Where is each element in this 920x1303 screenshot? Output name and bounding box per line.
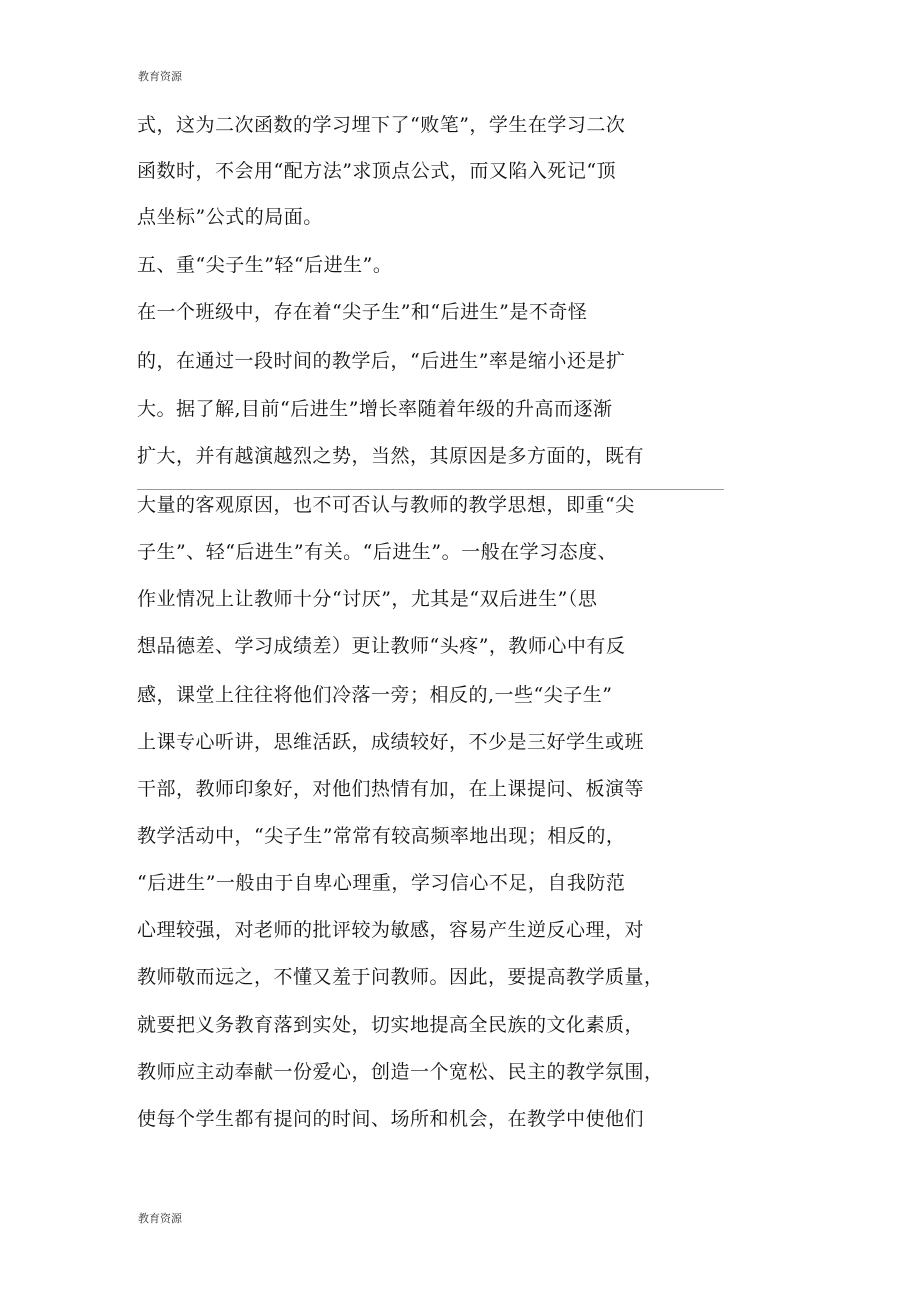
text-line: 就要把义务教育落到实处，切实地提高全民族的文化素质，	[137, 1014, 645, 1036]
text-line: 在一个班级中，存在着“尖子生”和“后进生”是不奇怪	[137, 301, 588, 323]
text-line: 教师应主动奉献一份爱心，创造一个宽松、民主的教学氛围，	[137, 1061, 664, 1083]
text-line: 大。据了解,目前“后进生”增长率随着年级的升高而逐渐	[137, 398, 613, 420]
text-line: 的，在通过一段时间的教学后，“后进生”率是缩小还是扩	[137, 350, 626, 372]
section-heading: 五、重“尖子生”轻“后进生”。	[137, 254, 393, 276]
text-line: 干部，教师印象好，对他们热情有加，在上课提问、板演等	[137, 778, 645, 800]
page-footer: 教育资源	[138, 1212, 182, 1225]
text-line: 大量的客观原因，也不可否认与教师的教学思想，即重“尖	[137, 494, 635, 516]
horizontal-rule	[137, 489, 724, 490]
text-line: 函数时，不会用“配方法”求顶点公式，而又陷入死记“顶	[137, 160, 617, 182]
text-line: 教师敬而远之，不懂又羞于问教师。因此，要提高教学质量，	[137, 966, 664, 988]
text-line: 子生”、轻“后进生”有关。“后进生”。一般在学习态度、	[137, 541, 618, 563]
text-line: 上课专心听讲，思维活跃，成绩较好，不少是三好学生或班	[137, 731, 645, 753]
text-line: 感，课堂上往往将他们冷落一旁；相反的,一些“尖子生”	[137, 684, 613, 706]
text-line: 教学活动中，“尖子生”常常有较高频率地出现；相反的，	[137, 825, 626, 847]
text-line: 想品德差、学习成绩差）更让教师“头疼”，教师心中有反	[137, 635, 626, 657]
text-line: 作业情况上让教师十分“讨厌”，尤其是“双后进生”（思	[137, 588, 598, 610]
text-line: 式，这为二次函数的学习埋下了“败笔”，学生在学习二次	[137, 114, 626, 136]
text-line: 使每个学生都有提问的时间、场所和机会，在教学中使他们	[137, 1108, 645, 1130]
text-line: “后进生”一般由于自卑心理重，学习信心不足，自我防范	[137, 872, 626, 894]
page-header: 教育资源	[138, 70, 182, 83]
text-line: 点坐标”公式的局面。	[137, 206, 323, 228]
text-line: 心理较强，对老师的批评较为敏感，容易产生逆反心理，对	[137, 919, 645, 941]
text-line: 扩大，并有越演越烈之势，当然，其原因是多方面的，既有	[137, 445, 645, 467]
